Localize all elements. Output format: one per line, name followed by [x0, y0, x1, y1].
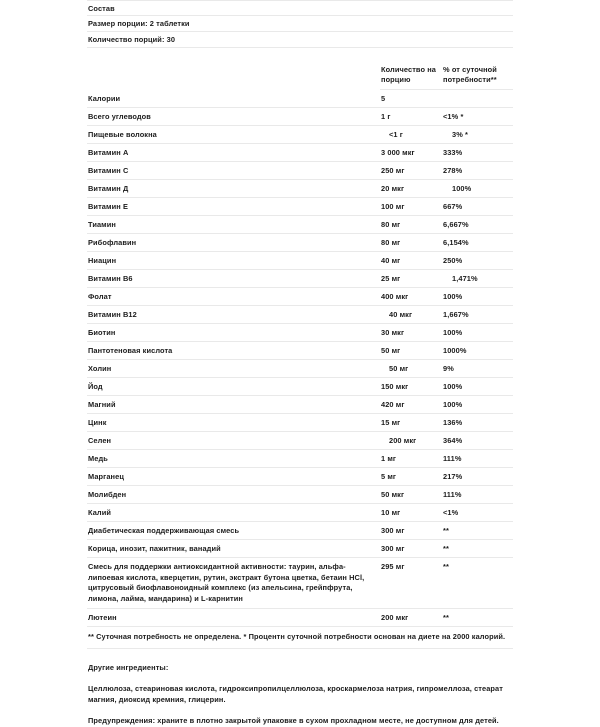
nutrient-daily-value: 217% — [442, 468, 513, 486]
nutrient-daily-value: 100% — [442, 324, 513, 342]
nutrient-amount: 100 мг — [380, 198, 442, 216]
table-row — [87, 486, 513, 504]
nutrient-daily-value: <1% — [442, 504, 513, 522]
nutrient-amount: 50 мг — [380, 342, 442, 360]
nutrient-amount: 150 мкг — [380, 378, 442, 396]
nutrient-amount: 25 мг — [380, 270, 442, 288]
table-row — [87, 144, 513, 162]
nutrient-name: Молибден — [87, 486, 380, 504]
table-row — [87, 306, 513, 324]
nutrient-daily-value: 333% — [442, 144, 513, 162]
table-row — [87, 414, 513, 432]
nutrient-daily-value: 278% — [442, 162, 513, 180]
nutrient-amount: 40 мкг — [380, 306, 442, 324]
table-row — [87, 360, 513, 378]
nutrient-daily-value: 100% — [442, 288, 513, 306]
other-ingredients-text: Целлюлоза, стеариновая кислота, гидроксипропилцеллюлоза, кроскармелоза натрия, гипромеллоза, стеарат магния, диоксид кремния, глицерин. — [88, 684, 503, 704]
nutrient-daily-value: 9% — [442, 360, 513, 378]
nutrient-name: Витамин B12 — [87, 306, 380, 324]
nutrient-amount: 3 000 мкг — [380, 144, 442, 162]
table-row — [87, 342, 513, 360]
nutrient-amount: 250 мг — [380, 162, 442, 180]
nutrient-daily-value: 250% — [442, 252, 513, 270]
other-ingredients-title: Другие ингредиенты: — [88, 662, 169, 672]
nutrient-name: Корица, инозит, пажитник, ванадий — [87, 540, 380, 558]
nutrient-name: Рибофлавин — [87, 234, 380, 252]
nutrient-amount: 1 г — [380, 108, 442, 126]
table-row — [87, 432, 513, 450]
nutrient-amount: 15 мг — [380, 414, 442, 432]
nutrient-daily-value: 1,471% — [442, 270, 513, 288]
nutrient-daily-value — [442, 90, 513, 108]
column-header-daily-value: % от суточной потребности** — [442, 62, 513, 90]
after-table-block — [87, 663, 513, 727]
table-row — [87, 558, 513, 609]
nutrient-amount: 1 мг — [380, 450, 442, 468]
nutrient-daily-value: 111% — [442, 486, 513, 504]
supplement-facts-table — [87, 62, 513, 649]
table-head — [87, 62, 513, 90]
table-footnote-text: ** Суточная потребность не определена. * Процентн суточной потребности основан на диете на 2000 калорий. — [87, 627, 513, 649]
table-row — [87, 504, 513, 522]
intro-row: Размер порции: 2 таблетки — [87, 16, 513, 32]
nutrient-daily-value: ** — [442, 540, 513, 558]
nutrient-name: Цинк — [87, 414, 380, 432]
nutrient-amount: 300 мг — [380, 540, 442, 558]
table-row — [87, 198, 513, 216]
nutrient-name: Медь — [87, 450, 380, 468]
nutrient-daily-value: 6,667% — [442, 216, 513, 234]
nutrient-daily-value: <1% * — [442, 108, 513, 126]
nutrient-name: Ниацин — [87, 252, 380, 270]
nutrient-daily-value: 111% — [442, 450, 513, 468]
nutrient-daily-value: 3% * — [442, 126, 513, 144]
nutrient-daily-value: 100% — [442, 396, 513, 414]
table-row — [87, 252, 513, 270]
table-row — [87, 90, 513, 108]
table-row — [87, 609, 513, 627]
nutrient-name: Витамин Д — [87, 180, 380, 198]
nutrient-name: Витамин Е — [87, 198, 380, 216]
intro-row: Состав — [87, 0, 513, 16]
nutrient-amount: 300 мг — [380, 522, 442, 540]
table-header-row — [87, 62, 513, 90]
nutrient-amount: 50 мкг — [380, 486, 442, 504]
nutrient-name: Витамин А — [87, 144, 380, 162]
section-gap — [87, 48, 513, 62]
table-row — [87, 162, 513, 180]
nutrient-amount: 80 мг — [380, 216, 442, 234]
nutrient-name: Йод — [87, 378, 380, 396]
nutrient-amount: 10 мг — [380, 504, 442, 522]
table-body — [87, 90, 513, 649]
nutrient-name: Биотин — [87, 324, 380, 342]
table-row — [87, 216, 513, 234]
nutrient-daily-value: 100% — [442, 180, 513, 198]
nutrient-daily-value: 1,667% — [442, 306, 513, 324]
nutrient-daily-value: 364% — [442, 432, 513, 450]
nutrient-daily-value: 100% — [442, 378, 513, 396]
nutrient-amount: 400 мкг — [380, 288, 442, 306]
table-row — [87, 450, 513, 468]
column-header-amount: Количество на порцию — [380, 62, 442, 90]
nutrient-daily-value: 6,154% — [442, 234, 513, 252]
nutrient-amount: 200 мкг — [380, 609, 442, 627]
nutrient-amount: 80 мг — [380, 234, 442, 252]
nutrient-name: Фолат — [87, 288, 380, 306]
nutrient-name: Калий — [87, 504, 380, 522]
nutrient-daily-value: 1000% — [442, 342, 513, 360]
nutrient-name: Пищевые волокна — [87, 126, 380, 144]
nutrient-daily-value: 136% — [442, 414, 513, 432]
table-row — [87, 126, 513, 144]
nutrient-name: Холин — [87, 360, 380, 378]
intro-block — [87, 0, 513, 48]
table-footnote-row — [87, 627, 513, 649]
nutrient-name: Пантотеновая кислота — [87, 342, 380, 360]
warnings-text: Предупреждения: храните в плотно закрытой упаковке в сухом прохладном месте, не доступном для детей. — [88, 716, 499, 725]
nutrient-name: Витамин B6 — [87, 270, 380, 288]
nutrient-amount: 40 мг — [380, 252, 442, 270]
nutrient-amount: 20 мкг — [380, 180, 442, 198]
table-row — [87, 540, 513, 558]
nutrient-name: Марганец — [87, 468, 380, 486]
table-row — [87, 270, 513, 288]
nutrient-amount: 5 — [380, 90, 442, 108]
nutrient-name: Диабетическая поддерживающая смесь — [87, 522, 380, 540]
nutrient-daily-value: ** — [442, 522, 513, 540]
intro-row: Количество порций: 30 — [87, 32, 513, 48]
nutrient-daily-value: 667% — [442, 198, 513, 216]
table-row — [87, 324, 513, 342]
table-row — [87, 108, 513, 126]
nutrient-daily-value: ** — [442, 558, 513, 609]
table-row — [87, 468, 513, 486]
column-header-name — [87, 62, 380, 90]
nutrient-name: Магний — [87, 396, 380, 414]
nutrient-name: Витамин С — [87, 162, 380, 180]
nutrient-daily-value: ** — [442, 609, 513, 627]
nutrient-name: Всего углеводов — [87, 108, 380, 126]
nutrient-amount: 5 мг — [380, 468, 442, 486]
table-row — [87, 522, 513, 540]
supplement-facts-panel — [87, 0, 513, 727]
nutrient-name: Лютеин — [87, 609, 380, 627]
nutrient-amount: <1 г — [380, 126, 442, 144]
nutrient-amount: 295 мг — [380, 558, 442, 609]
table-row — [87, 180, 513, 198]
table-row — [87, 378, 513, 396]
nutrient-amount: 50 мг — [380, 360, 442, 378]
nutrient-name: Тиамин — [87, 216, 380, 234]
nutrient-name: Калории — [87, 90, 380, 108]
nutrient-name: Селен — [87, 432, 380, 450]
nutrient-name: Смесь для поддержки антиоксидантной активности: таурин, альфа-липоевая кислота, кверцетин, рутин, экстракт бутона цветка, бетаин HCl, цитрусовый биофлавоноидный комплекс (из апельсина, грейпфрута, лимона, лайма, мандарина) и L-карнитин — [87, 558, 380, 609]
nutrient-amount: 200 мкг — [380, 432, 442, 450]
table-row — [87, 396, 513, 414]
table-row — [87, 234, 513, 252]
table-row — [87, 288, 513, 306]
nutrient-amount: 30 мкг — [380, 324, 442, 342]
nutrient-amount: 420 мг — [380, 396, 442, 414]
